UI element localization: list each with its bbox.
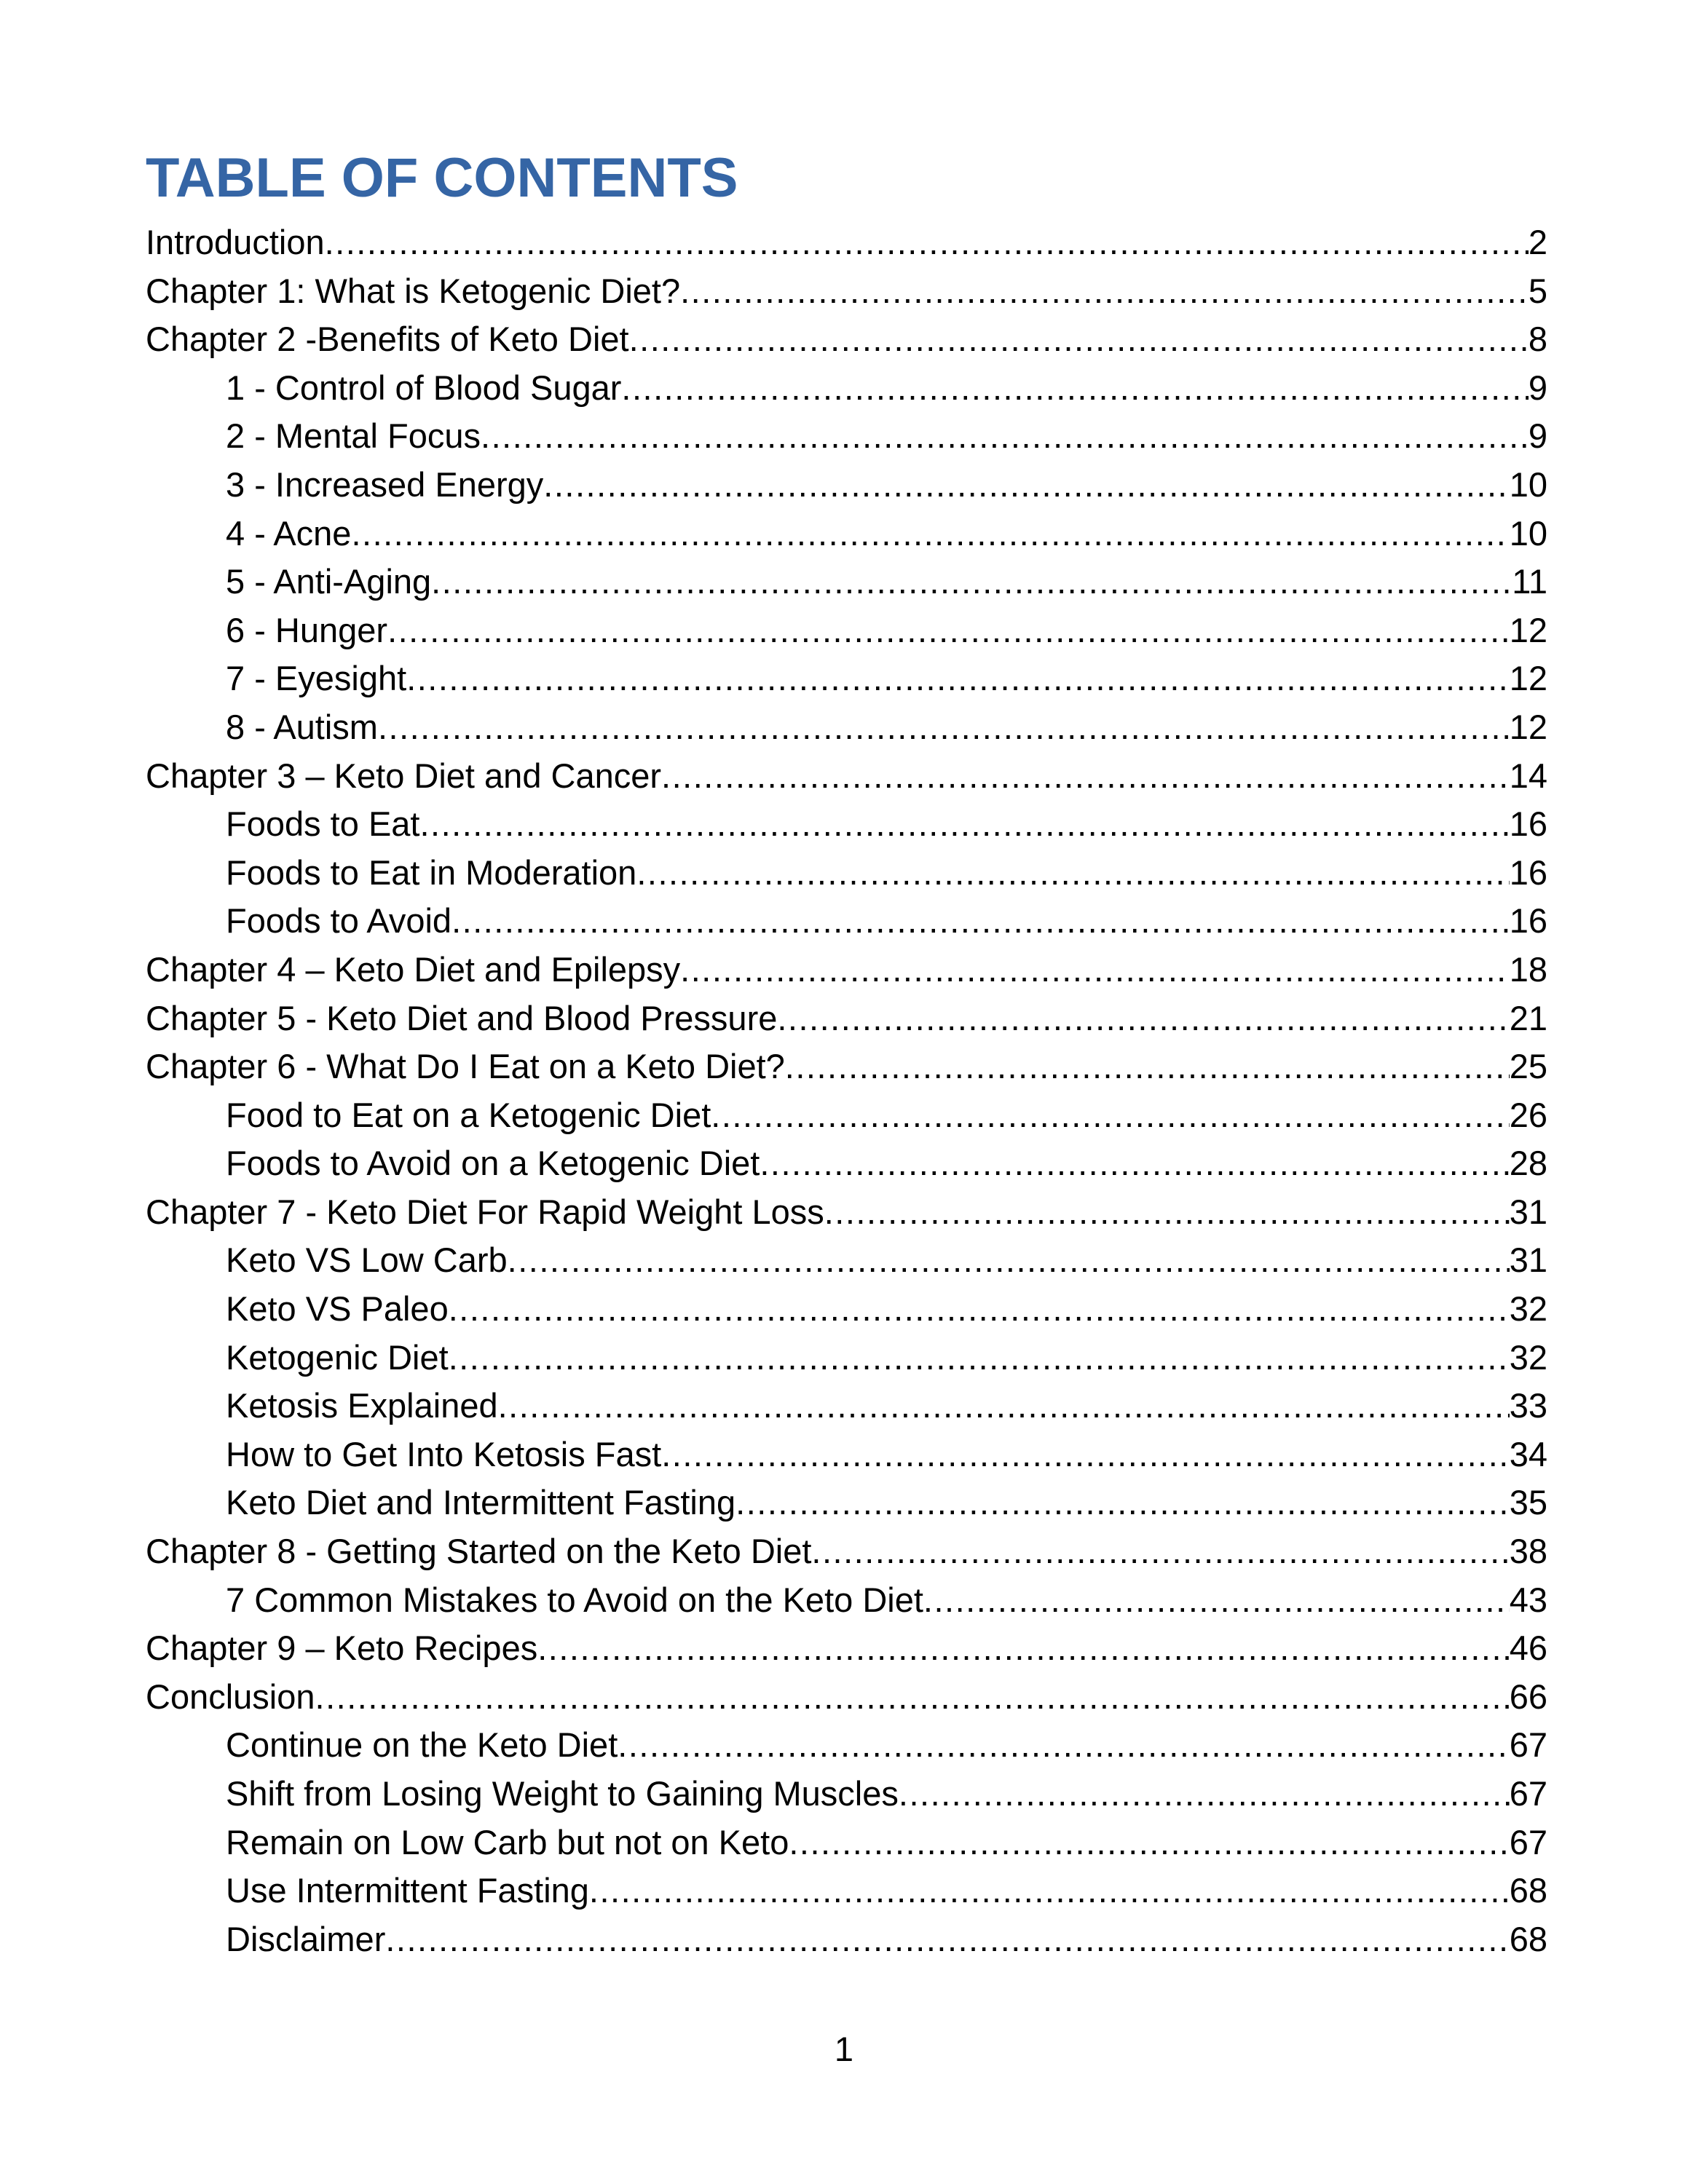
dot-leader	[711, 1091, 1509, 1140]
toc-entry-label[interactable]: 8 - Autism	[226, 707, 378, 746]
toc-subentry[interactable]	[146, 1382, 1547, 1431]
dot-leader	[543, 461, 1509, 510]
toc-entry-page-number[interactable]: 9	[1528, 416, 1547, 456]
dot-leader	[449, 1334, 1510, 1382]
toc-entry-page-number[interactable]: 67	[1509, 1822, 1547, 1861]
toc-entry-label[interactable]: Food to Eat on a Ketogenic Diet	[226, 1095, 711, 1134]
dot-leader	[621, 364, 1528, 413]
toc-entry-page-number[interactable]: 33	[1509, 1386, 1547, 1425]
toc-entry[interactable]	[146, 1042, 1547, 1091]
toc-subentry[interactable]	[146, 558, 1547, 606]
dot-leader	[508, 1236, 1510, 1285]
toc-entry-page-number[interactable]: 31	[1509, 1192, 1547, 1231]
toc-entry-label[interactable]: Chapter 9 – Keto Recipes	[146, 1629, 538, 1668]
toc-subentry[interactable]	[146, 1285, 1547, 1334]
table-of-contents	[146, 218, 1547, 1963]
toc-subentry[interactable]	[146, 703, 1547, 752]
toc-entry-page-number[interactable]: 16	[1509, 901, 1547, 941]
toc-entry-label[interactable]: Conclusion	[146, 1677, 315, 1716]
toc-entry-page-number[interactable]: 32	[1509, 1337, 1547, 1377]
toc-entry-label[interactable]: Disclaimer	[226, 1919, 386, 1958]
dot-leader	[589, 1867, 1510, 1915]
toc-subentry[interactable]	[146, 1334, 1547, 1382]
toc-entry-label[interactable]: 3 - Increased Energy	[226, 464, 544, 504]
toc-subentry[interactable]	[146, 1770, 1547, 1819]
toc-subentry[interactable]	[146, 800, 1547, 849]
toc-entry-page-number[interactable]: 35	[1509, 1483, 1547, 1522]
toc-entry-label[interactable]: Keto VS Paleo	[226, 1289, 449, 1329]
toc-subentry[interactable]	[146, 654, 1547, 703]
toc-entry-page-number[interactable]: 67	[1509, 1725, 1547, 1765]
toc-subentry[interactable]	[146, 1867, 1547, 1915]
toc-entry-label[interactable]: Chapter 3 – Keto Diet and Cancer	[146, 756, 662, 795]
dot-leader	[789, 1819, 1509, 1867]
toc-entry-label[interactable]: 6 - Hunger	[226, 610, 388, 649]
page-title: TABLE OF CONTENTS	[146, 147, 738, 209]
toc-entry[interactable]	[146, 1624, 1547, 1673]
toc-entry-page-number[interactable]: 12	[1509, 610, 1547, 649]
dot-leader	[735, 1479, 1510, 1527]
toc-entry-page-number[interactable]: 38	[1509, 1532, 1547, 1571]
toc-subentry[interactable]	[146, 1236, 1547, 1285]
dot-leader	[451, 897, 1510, 946]
dot-leader	[680, 267, 1529, 316]
dot-leader	[431, 558, 1512, 606]
toc-entry-page-number[interactable]: 18	[1509, 949, 1547, 989]
dot-leader	[661, 752, 1510, 801]
toc-subentry[interactable]	[146, 412, 1547, 461]
toc-subentry[interactable]	[146, 1479, 1547, 1527]
toc-entry-page-number[interactable]: 43	[1509, 1580, 1547, 1619]
toc-entry-page-number[interactable]: 34	[1509, 1434, 1547, 1473]
toc-entry[interactable]	[146, 994, 1547, 1043]
dot-leader	[315, 1673, 1510, 1722]
toc-entry-page-number[interactable]: 31	[1509, 1241, 1547, 1280]
toc-entry-label[interactable]: Continue on the Keto Diet	[226, 1725, 618, 1765]
toc-entry-page-number[interactable]: 10	[1509, 513, 1547, 553]
toc-subentry[interactable]	[146, 1819, 1547, 1867]
toc-entry-page-number[interactable]: 28	[1509, 1144, 1547, 1183]
page-number: 1	[834, 2030, 854, 2068]
dot-leader	[351, 510, 1509, 558]
dot-leader	[420, 800, 1510, 849]
toc-entry-label[interactable]: Keto Diet and Intermittent Fasting	[226, 1483, 736, 1522]
dot-leader	[378, 703, 1510, 752]
toc-entry-label[interactable]: 4 - Acne	[226, 513, 352, 553]
toc-entry-label[interactable]: Foods to Avoid	[226, 901, 452, 941]
toc-entry-page-number[interactable]: 5	[1528, 271, 1547, 310]
toc-entry-label[interactable]: 1 - Control of Blood Sugar	[226, 368, 622, 407]
toc-entry-page-number[interactable]: 68	[1509, 1871, 1547, 1910]
toc-entry-label[interactable]: 7 Common Mistakes to Avoid on the Keto Diet	[226, 1580, 923, 1619]
toc-entry-label[interactable]: Keto VS Low Carb	[226, 1241, 508, 1280]
toc-entry-label[interactable]: Introduction	[146, 223, 325, 261]
toc-entry-label[interactable]: Remain on Low Carb but not on Keto	[226, 1822, 789, 1861]
toc-entry-label[interactable]: Chapter 4 – Keto Diet and Epilepsy	[146, 949, 681, 989]
toc-entry-page-number[interactable]: 26	[1509, 1095, 1547, 1134]
toc-entry-label[interactable]: Chapter 5 - Keto Diet and Blood Pressure	[146, 998, 778, 1037]
toc-entry-page-number[interactable]: 14	[1509, 756, 1547, 795]
toc-entry[interactable]	[146, 752, 1547, 801]
toc-subentry[interactable]	[146, 1431, 1547, 1479]
toc-entry-page-number[interactable]: 12	[1509, 707, 1547, 746]
toc-entry-page-number[interactable]: 46	[1509, 1629, 1547, 1668]
toc-entry-page-number[interactable]: 11	[1512, 562, 1547, 601]
toc-entry[interactable]	[146, 315, 1547, 364]
toc-entry-page-number[interactable]: 10	[1509, 464, 1547, 504]
dot-leader	[811, 1527, 1509, 1576]
toc-subentry[interactable]	[146, 1091, 1547, 1140]
toc-entry-label[interactable]: Chapter 7 - Keto Diet For Rapid Weight Loss	[146, 1192, 824, 1231]
toc-entry-page-number[interactable]: 8	[1528, 320, 1547, 359]
dot-leader	[777, 994, 1509, 1043]
toc-entry-page-number[interactable]: 25	[1509, 1047, 1547, 1086]
toc-entry-page-number[interactable]: 32	[1509, 1289, 1547, 1329]
toc-entry-page-number[interactable]: 12	[1509, 659, 1547, 698]
dot-leader	[785, 1042, 1510, 1091]
toc-entry-page-number[interactable]: 9	[1528, 368, 1547, 407]
toc-entry-label[interactable]: 5 - Anti-Aging	[226, 562, 432, 601]
toc-subentry[interactable]	[146, 461, 1547, 510]
toc-entry-page-number[interactable]: 66	[1509, 1677, 1547, 1716]
toc-entry-label[interactable]: Use Intermittent Fasting	[226, 1871, 589, 1910]
dot-leader	[824, 1188, 1510, 1237]
toc-entry-label[interactable]: Foods to Eat in Moderation	[226, 852, 637, 892]
toc-entry[interactable]	[146, 1673, 1547, 1722]
toc-subentry[interactable]	[146, 1576, 1547, 1625]
toc-entry-label[interactable]: Foods to Eat	[226, 804, 420, 844]
toc-subentry[interactable]	[146, 897, 1547, 946]
toc-entry-page-number[interactable]: 16	[1509, 804, 1547, 844]
toc-entry[interactable]	[146, 1527, 1547, 1576]
dot-leader	[387, 606, 1510, 655]
toc-subentry[interactable]	[146, 364, 1547, 413]
dot-leader	[760, 1139, 1509, 1188]
dot-leader	[629, 315, 1529, 364]
toc-entry-label[interactable]: Ketosis Explained	[226, 1386, 498, 1425]
toc-entry-label[interactable]: Ketogenic Diet	[226, 1337, 449, 1377]
toc-entry-label[interactable]: 2 - Mental Focus	[226, 416, 481, 456]
toc-entry[interactable]	[146, 946, 1547, 994]
dot-leader	[481, 412, 1529, 461]
toc-entry[interactable]	[146, 267, 1547, 316]
dot-leader	[385, 1915, 1509, 1964]
toc-entry-page-number[interactable]: 2	[1528, 223, 1547, 261]
toc-entry-page-number[interactable]: 21	[1509, 998, 1547, 1037]
toc-subentry[interactable]	[146, 510, 1547, 558]
toc-entry-label[interactable]: Chapter 1: What is Ketogenic Diet?	[146, 271, 681, 310]
dot-leader	[636, 849, 1509, 898]
toc-entry-page-number[interactable]: 67	[1509, 1774, 1547, 1813]
dot-leader	[618, 1721, 1509, 1770]
dot-leader	[899, 1770, 1510, 1819]
toc-entry-page-number[interactable]: 16	[1509, 852, 1547, 892]
dot-leader	[923, 1576, 1510, 1625]
dot-leader	[661, 1431, 1510, 1479]
dot-leader	[449, 1285, 1510, 1334]
toc-subentry[interactable]	[146, 1721, 1547, 1770]
dot-leader	[406, 654, 1510, 703]
toc-entry-label[interactable]: 7 - Eyesight	[226, 659, 407, 698]
toc-entry[interactable]	[146, 218, 1547, 267]
toc-subentry[interactable]	[146, 1915, 1547, 1964]
toc-entry-label[interactable]: Chapter 2 -Benefits of Keto Diet	[146, 320, 629, 359]
toc-subentry[interactable]	[146, 606, 1547, 655]
toc-entry[interactable]	[146, 1188, 1547, 1237]
toc-entry-label[interactable]: Shift from Losing Weight to Gaining Muscles	[226, 1774, 899, 1813]
toc-entry-label[interactable]: Chapter 8 - Getting Started on the Keto Diet	[146, 1532, 812, 1571]
toc-entry-label[interactable]: Foods to Avoid on a Ketogenic Diet	[226, 1144, 760, 1183]
toc-entry-label[interactable]: How to Get Into Ketosis Fast	[226, 1434, 662, 1473]
toc-subentry[interactable]	[146, 1139, 1547, 1188]
toc-entry-label[interactable]: Chapter 6 - What Do I Eat on a Keto Diet?	[146, 1047, 785, 1086]
toc-entry-page-number[interactable]: 68	[1509, 1919, 1547, 1958]
toc-subentry[interactable]	[146, 849, 1547, 898]
dot-leader	[498, 1382, 1510, 1431]
dot-leader	[537, 1624, 1510, 1673]
dot-leader	[680, 946, 1510, 994]
dot-leader	[325, 218, 1529, 267]
